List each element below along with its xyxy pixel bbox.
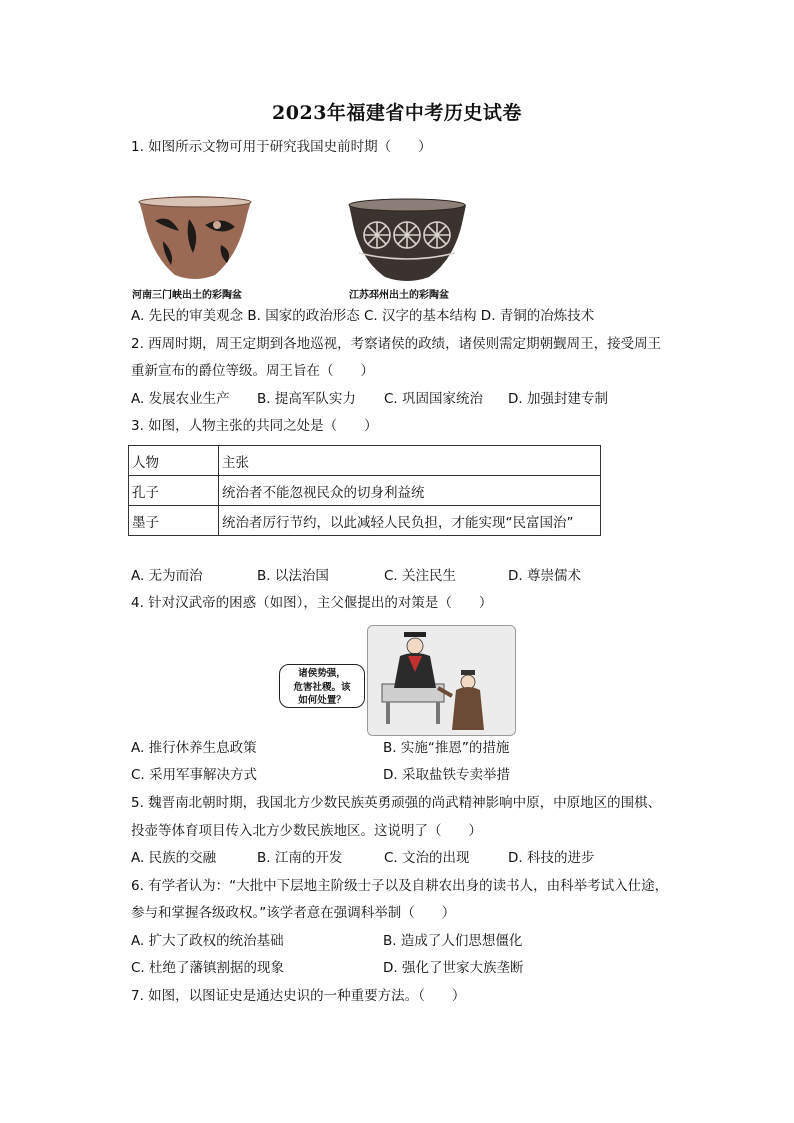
- q2-option-a: A. 发展农业生产: [131, 391, 230, 407]
- q6-stem-line1: 6. 有学者认为：“大批中下层地主阶级士子以及自耕农出身的读书人，由科举考试入仕途，: [131, 878, 669, 894]
- table-row: [129, 476, 601, 506]
- table-header-cell: 主张: [219, 446, 601, 476]
- table-cell: 孔子: [129, 476, 219, 506]
- q3-option-a: A. 无为而治: [131, 568, 203, 584]
- q5-option-a: A. 民族的交融: [131, 850, 217, 866]
- q5-stem-line1: 5. 魏晋南北朝时期，我国北方少数民族英勇顽强的尚武精神影响中原，中原地区的围棋、: [131, 795, 662, 811]
- q6-option-c: C. 杜绝了藩镇割据的现象: [131, 960, 285, 976]
- q2-stem-line2: 重新宣布的爵位等级。周王旨在（ ）: [131, 363, 374, 379]
- emperor-cartoon-image: [367, 625, 516, 736]
- q6-option-b: B. 造成了人们思想僵化: [383, 933, 523, 949]
- q2-option-d: D. 加强封建专制: [508, 391, 608, 407]
- q4-option-c: C. 采用军事解决方式: [131, 767, 258, 783]
- table-cell: 统治者不能忽视民众的切身利益统: [219, 476, 601, 506]
- q3-option-d: D. 尊崇儒术: [508, 568, 581, 584]
- table-row: [129, 506, 601, 536]
- q6-option-d: D. 强化了世家大族垄断: [383, 960, 524, 976]
- q1-caption-right: 江苏邳州出土的彩陶盆: [349, 290, 449, 301]
- q5-option-d: D. 科技的进步: [508, 850, 595, 866]
- q4-option-d: D. 采取盐铁专卖举措: [383, 767, 510, 783]
- q1-caption-left: 河南三门峡出土的彩陶盆: [132, 290, 242, 301]
- q2-stem-line1: 2. 西周时期，周王定期到各地巡视，考察诸侯的政绩，诸侯则需定期朝觐周王，接受周王: [131, 336, 662, 352]
- q5-option-b: B. 江南的开发: [257, 850, 343, 866]
- q1-options: A. 先民的审美观念 B. 国家的政治形态 C. 汉字的基本结构 D. 青铜的冶炼技术: [131, 308, 595, 324]
- speech-bubble: [279, 664, 365, 708]
- q3-stem: 3. 如图，人物主张的共同之处是（ ）: [131, 418, 378, 434]
- q4-stem: 4. 针对汉武帝的困惑（如图），主父偃提出的对策是（ ）: [131, 595, 493, 611]
- q2-option-c: C. 巩固国家统治: [384, 391, 484, 407]
- q6-stem-line2: 参与和掌握各级政权。”该学者意在强调科举制（ ）: [131, 905, 456, 921]
- bubble-line: 诸侯势强，: [298, 668, 346, 679]
- q2-option-b: B. 提高军队实力: [257, 391, 356, 407]
- q3-option-b: B. 以法治国: [257, 568, 329, 584]
- q4-option-b: B. 实施“推恩”的措施: [383, 740, 510, 756]
- painted-pottery-basin-right-image: [345, 195, 470, 283]
- q5-option-c: C. 文治的出现: [384, 850, 470, 866]
- q1-stem: 1. 如图所示文物可用于研究我国史前时期（ ）: [131, 139, 432, 155]
- table-cell: 统治者厉行节约，以此减轻人民负担，才能实现“民富国治”: [219, 506, 601, 536]
- table-cell: 墨子: [129, 506, 219, 536]
- bubble-line: 如何处置？: [298, 695, 346, 706]
- q7-stem: 7. 如图，以图证史是通达史识的一种重要方法。（ ）: [131, 988, 466, 1004]
- q6-option-a: A. 扩大了政权的统治基础: [131, 933, 284, 949]
- table-header-row: [129, 446, 601, 476]
- q4-option-a: A. 推行休养生息政策: [131, 740, 257, 756]
- exam-title: 2023年福建省中考历史试卷: [272, 102, 522, 124]
- q3-table: [128, 445, 601, 536]
- table-header-cell: 人物: [129, 446, 219, 476]
- q3-option-c: C. 关注民生: [384, 568, 457, 584]
- q5-stem-line2: 投壶等体育项目传入北方少数民族地区。这说明了（ ）: [131, 823, 482, 839]
- bubble-line: 危害社稷。该: [293, 681, 351, 693]
- painted-pottery-basin-left-image: [135, 193, 255, 283]
